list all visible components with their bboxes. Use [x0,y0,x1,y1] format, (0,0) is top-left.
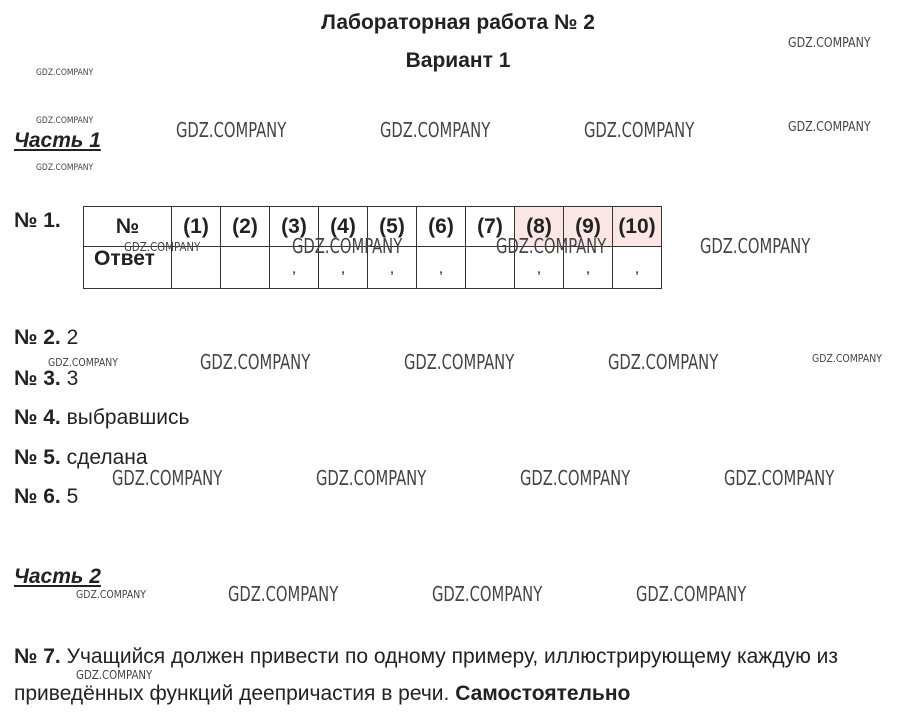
table-col-1: (1) [172,207,221,247]
watermark: GDZ.COMPANY [584,118,695,142]
watermark: GDZ.COMPANY [788,36,871,51]
table-col-9: (9) [564,207,613,247]
watermark: GDZ.COMPANY [520,466,631,490]
table-answer-header: Ответ [84,247,172,289]
watermark: GDZ.COMPANY [200,350,311,374]
part2-heading: Часть 2 [14,565,101,588]
watermark: GDZ.COMPANY [36,163,94,173]
watermark: GDZ.COMPANY [76,668,153,682]
watermark: GDZ.COMPANY [380,118,491,142]
watermark: GDZ.COMPANY [608,350,719,374]
watermark: GDZ.COMPANY [76,588,146,601]
table-col-5: (5) [368,207,417,247]
table-answer-cell: , [368,247,417,289]
table-answer-cell: , [515,247,564,289]
table-answer-cell: , [319,247,368,289]
table-answer-cell: , [564,247,613,289]
part1-heading: Часть 1 [14,129,101,152]
table-col-10: (10) [613,207,662,247]
table-answer-cell: , [417,247,466,289]
table-col-4: (4) [319,207,368,247]
watermark: GDZ.COMPANY [176,118,287,142]
answer-4: № 4. выбравшись [14,406,190,429]
watermark: GDZ.COMPANY [432,582,543,606]
watermark: GDZ.COMPANY [112,466,223,490]
page-title: Лабораторная работа № 2 [321,11,595,34]
watermark: GDZ.COMPANY [636,582,747,606]
watermark: GDZ.COMPANY [404,350,515,374]
task1-label: № 1. [14,209,61,232]
task7-line1: № 7. Учащийся должен привести по одному примеру, иллюстрирующему каждую из [14,645,839,668]
watermark: GDZ.COMPANY [316,466,427,490]
watermark: GDZ.COMPANY [812,352,882,365]
watermark: GDZ.COMPANY [124,240,201,254]
table-col-3: (3) [270,207,319,247]
watermark: GDZ.COMPANY [36,68,94,78]
watermark: GDZ.COMPANY [292,234,403,258]
watermark: GDZ.COMPANY [788,120,871,135]
table-answer-cell: , [270,247,319,289]
table-col-2: (2) [221,207,270,247]
watermark: GDZ.COMPANY [228,582,339,606]
watermark: GDZ.COMPANY [36,116,94,126]
task7-line2: приведённых функций деепричастия в речи. Самостоятельно [14,682,631,705]
table-col-8: (8) [515,207,564,247]
variant-title: Вариант 1 [405,49,511,72]
table-col-7: (7) [466,207,515,247]
table-number-header: № [84,207,172,247]
table-answer-cell: , [613,247,662,289]
table-answer-cell [221,247,270,289]
answer-6: № 6. 5 [14,485,79,508]
watermark: GDZ.COMPANY [496,234,607,258]
watermark: GDZ.COMPANY [724,466,835,490]
answer-5: № 5. сделана [14,446,148,469]
table-col-6: (6) [417,207,466,247]
watermark: GDZ.COMPANY [48,356,118,369]
answer-2: № 2. 2 [14,326,79,349]
answer-3: № 3. 3 [14,367,79,390]
watermark: GDZ.COMPANY [700,234,811,258]
